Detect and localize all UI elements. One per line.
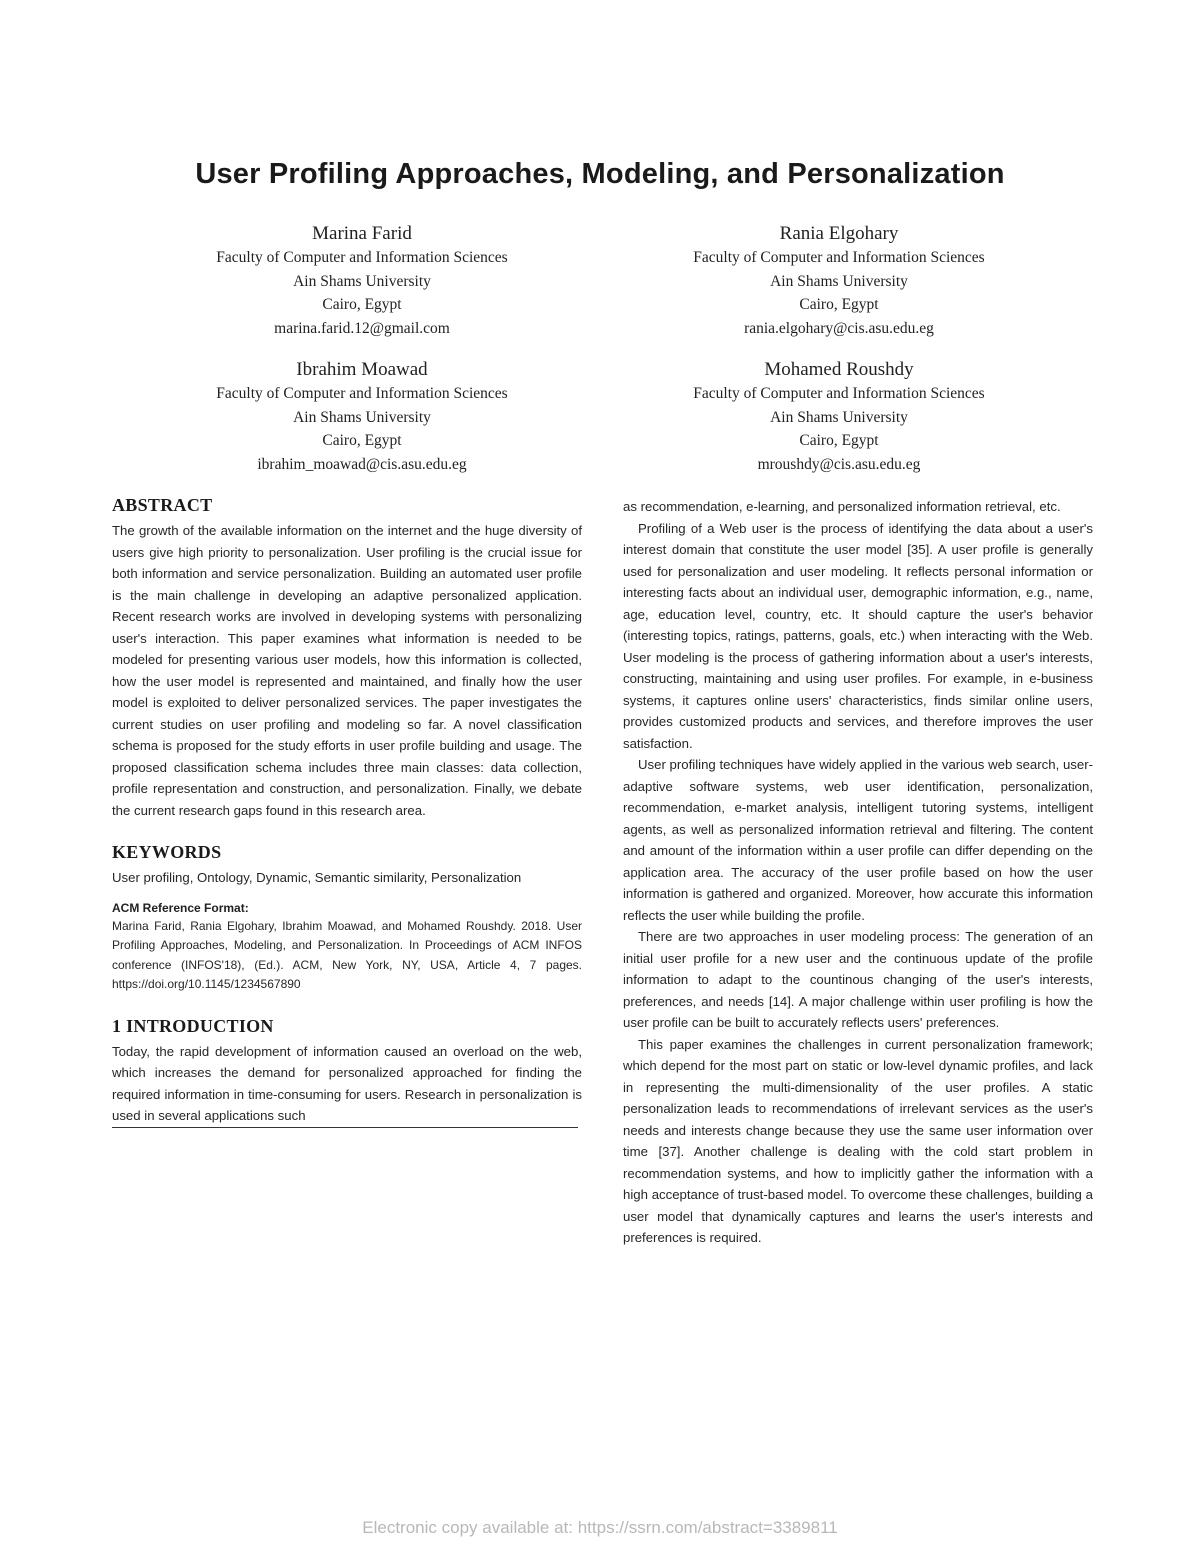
keywords-heading: KEYWORDS [112,842,222,862]
paper-title: User Profiling Approaches, Modeling, and Personalization [195,158,1005,190]
author-city: Cairo, Egypt [322,432,402,449]
author-name: Mohamed Roushdy [764,359,914,380]
author-university: Ain Shams University [770,272,908,290]
author-university: Ain Shams University [293,272,431,290]
footer-ssrn-notice: Electronic copy available at: https://ssrn.com/abstract=3389811 [362,1518,838,1537]
acm-reference-text: Marina Farid, Rania Elgohary, Ibrahim Moawad, and Mohamed Roushdy. 2018. User Profiling Approaches, Modeling, and Personalization. In Proceedings of ACM INFOS conference (INFOS'18), (Ed.). ACM, New York, NY, USA, Article 4, 7 pages. https://doi.org/10.1145/1234567890 [112,918,582,991]
paragraph: User profiling techniques have widely applied in the various web search, user-adaptive software systems, web user identification, personalization, recommendation, e-market analysis, intelligent tutoring systems, intelligent agents, as well as personalized information retrieval and filtering. The content and amount of the information within a user profile can differ depending on the application area. The accuracy of the user profile based on how the user information is gathered and organized. Moreover, how accurate this information reflects the user while building the profile. [623,757,1093,923]
author-block [614,357,1064,476]
author-email: rania.elgohary@cis.asu.edu.eg [744,319,934,337]
author-faculty: Faculty of Computer and Information Sciences [216,385,508,402]
author-faculty: Faculty of Computer and Information Sciences [693,249,985,266]
paragraph: as recommendation, e-learning, and personalized information retrieval, etc. [623,499,1061,514]
left-column [112,492,582,1128]
author-block [614,221,1064,340]
author-email: ibrahim_moawad@cis.asu.edu.eg [257,455,467,473]
abstract-text: The growth of the available information on the internet and the huge diversity of users give high priority to personalization. User profiling is the crucial issue for both information and service personalization. Building an automated user profile is the main challenge in developing an adaptive personalized application. Recent research works are involved in developing systems with personalizing user's interaction. This paper examines what information is needed to be modeled for presenting various user models, how this information is collected, how the user model is represented and maintained, and finally how the user model is exploited to deliver personalized services. The paper investigates the current studies on user profiling and modeling so far. A novel classification schema is proposed for the study efforts in user profile building and usage. The proposed classification schema includes three main classes: data collection, profile representation and construction, and personalization. Finally, we debate the current research gaps found in this research area. [112,523,582,818]
author-university: Ain Shams University [770,408,908,426]
author-name: Ibrahim Moawad [296,359,428,380]
author-city: Cairo, Egypt [799,432,879,449]
acm-reference-heading: ACM Reference Format: [112,900,249,915]
column-divider [112,1127,578,1128]
paragraph: This paper examines the challenges in current personalization framework; which depend for the most part on static or low-level dynamic profiles, and lack in representing the multi-dimensionality of the user profiles. A static personalization leads to recommendations of irrelevant services as the user's needs and interests change because they use the same user information over time [37]. Another challenge is dealing with the cold start problem in recommendation systems, and how to implicitly gather the information with a high acceptance of trust-based model. To overcome these challenges, building a user model that dynamically captures and learns the user's interests and preferences is required. [623,1036,1093,1245]
author-block [137,357,587,476]
author-name: Marina Farid [312,223,412,244]
paragraph: Profiling of a Web user is the process of identifying the data about a user's interest domain that constitute the user model [35]. A user profile is generally used for personalization and user modeling. It reflects personal information or interesting facts about an individual user, demographic information, e.g., name, age, education level, country, etc. It should capture the user's behavior (interesting topics, ratings, patterns, goals, etc.) when interacting with the Web. User modeling is the process of gathering information about a user's interests, constructing, maintaining and using user profiles. For example, in e-business systems, it captures online users' characteristics, finds similar online users, provides customized products and services, and therefore improves the user satisfaction. [623,520,1093,751]
author-city: Cairo, Egypt [322,296,402,313]
author-faculty: Faculty of Computer and Information Sciences [216,249,508,266]
keywords-text: User profiling, Ontology, Dynamic, Semantic similarity, Personalization [112,870,522,885]
abstract-heading: ABSTRACT [112,495,213,515]
author-city: Cairo, Egypt [799,296,879,313]
introduction-heading: 1 INTRODUCTION [112,1015,274,1036]
author-faculty: Faculty of Computer and Information Sciences [693,385,985,402]
paragraph: There are two approaches in user modeling process: The generation of an initial user profile for a new user and the continuous update of the profile information to adapt to the countinous changing of the user's interests, preferences, and needs [14]. A major challenge within user profiling is how the user profile can be built to accurately reflects users' preferences. [623,929,1093,1030]
right-column [623,496,1093,1249]
introduction-text: Today, the rapid development of information caused an overload on the web, which increases the demand for personalized approached for finding the required information in time-consuming for users. Research in personalization is used in several applications such [112,1043,582,1123]
author-block [137,221,587,340]
author-email: mroushdy@cis.asu.edu.eg [757,455,921,473]
author-university: Ain Shams University [293,408,431,426]
author-email: marina.farid.12@gmail.com [274,319,450,337]
author-name: Rania Elgohary [779,223,899,244]
